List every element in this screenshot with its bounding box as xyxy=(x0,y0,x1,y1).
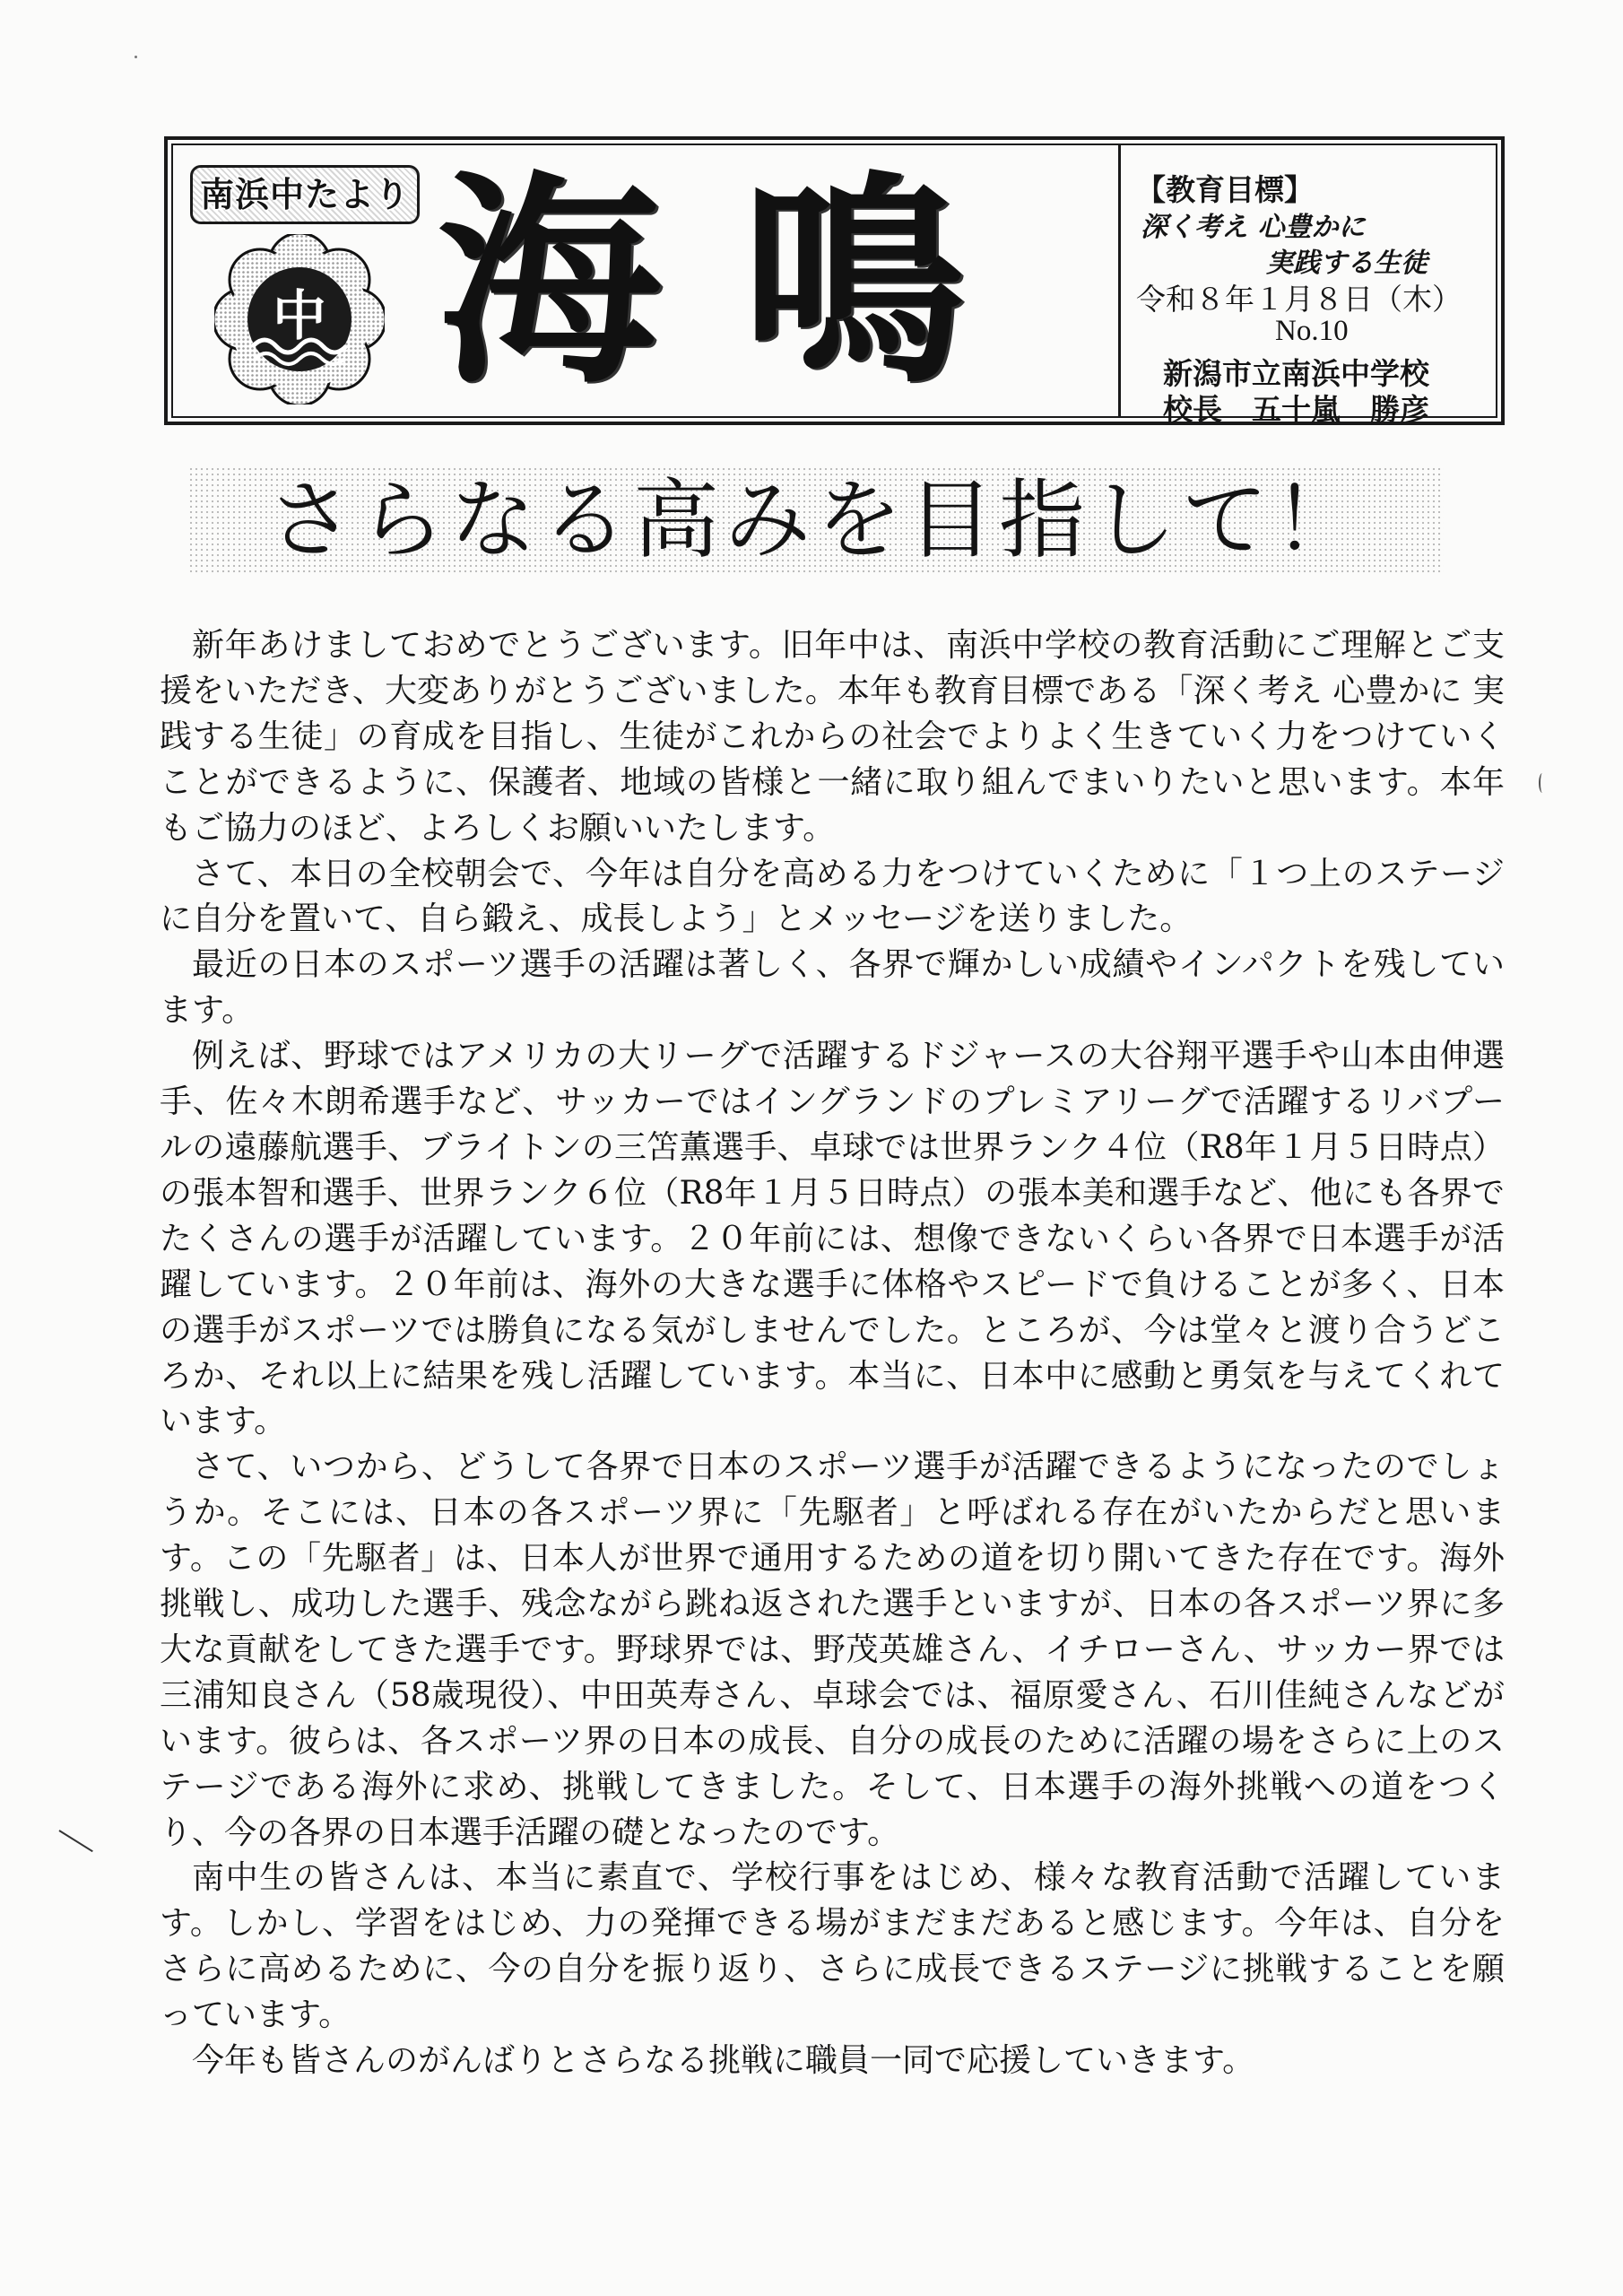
headline: さらなる高みを目指して！ xyxy=(188,466,1444,574)
newsletter-title: 海鳴 xyxy=(437,150,1046,413)
paragraph-closing: 今年も皆さんのがんばりとさらなる挑戦に職員一同で応援していきます。 xyxy=(192,2042,1255,2080)
masthead xyxy=(164,136,1505,425)
issue-date: 令和８年１月８日（木） xyxy=(1136,282,1462,317)
goal-line-1: 深く考え 心豊かに xyxy=(1141,212,1366,243)
paragraph-examples: 例えば、野球ではアメリカの大リーグで活躍するドジャースの大谷翔平選手や山本由伸選手、佐々木朗希選手など、サッカーではイングランドのプレミアリーグで活躍するリバプールの遠藤航選手、ブライトンの三笘薫選手、卓球では世界ランク４位（R8年１月５日時点）の張本智和選手、世界ランク６位（R8年１月５日時点）の張本美和選手など、他にも各界でたくさんの選手が活躍しています。２０年前には、想像できないくらい各界で日本選手が活躍しています。２０年前は、海外の大きな選手に体格やスピードで負けることが多く、日本の選手がスポーツでは勝負になる気がしませんでした。ところが、今は堂々と渡り合うどころか、それ以上に結果を残し活躍しています。本当に、日本中に感動と勇気を与えてくれています。 xyxy=(160,1038,1505,1440)
masthead-divider xyxy=(1118,144,1121,418)
scan-artifact xyxy=(1539,773,1546,793)
school-name: 新潟市立南浜中学校 xyxy=(1163,356,1429,391)
article-body xyxy=(160,623,1505,2084)
school-emblem-icon xyxy=(214,234,385,404)
principal-name: 校長 五十嵐 勝彦 xyxy=(1163,392,1429,427)
paragraph-students: 南中生の皆さんは、本当に素直で、学校行事をはじめ、様々な教育活動で活躍しています。しかし、学習をはじめ、力の発揮できる場がまだまだあると感じます。今年は、自分をさらに高めるために、今の自分を振り返り、さらに成長できるステージに挑戦することを願っています。 xyxy=(160,1859,1505,2034)
goal-label: 【教育目標】 xyxy=(1136,172,1314,207)
paragraph-greeting: 新年あけましておめでとうございます。旧年中は、南浜中学校の教育活動にご理解とご支援をいただき、大変ありがとうございました。本年も教育目標である「深く考え 心豊かに 実践する生徒」の育成を目指し、生徒がこれからの社会でよりよく生きていく力をつけていくことができるように、保護者、地域の皆様と一緒に取り組んでまいりたいと思います。本年もご協力のほど、よろしくお願いいたします。 xyxy=(160,627,1505,847)
scan-artifact xyxy=(135,56,137,58)
issue-number: No.10 xyxy=(1275,315,1349,347)
series-label: 南浜中たより xyxy=(190,165,420,224)
school-emblem-char: 中 xyxy=(273,285,326,348)
paragraph-pioneers: さて、いつから、どうして各界で日本のスポーツ選手が活躍できるようになったのでしょうか。そこには、日本の各スポーツ界に「先駆者」と呼ばれる存在がいたからだと思います。この「先駆者」は、日本人が世界で通用するための道を切り開いてきた存在です。海外挑戦し、成功した選手、残念ながら跳ね返された選手といますが、日本の各スポーツ界に多大な貢献をしてきた選手です。野球界では、野茂英雄さん、イチローさん、サッカー界では三浦知良さん（58歳現役）、中田英寿さん、卓球会では、福原愛さん、石川佳純さんなどがいます。彼らは、各スポーツ界の日本の成長、自分の成長のために活躍の場をさらに上のステージである海外に求め、挑戦してきました。そして、日本選手の海外挑戦への道をつくり、今の各界の日本選手活躍の礎となったのです。 xyxy=(160,1448,1505,1851)
scan-artifact xyxy=(58,1830,92,1852)
paragraph-sports-intro: 最近の日本のスポーツ選手の活躍は著しく、各界で輝かしい成績やインパクトを残しています。 xyxy=(160,946,1505,1030)
paragraph-message: さて、本日の全校朝会で、今年は自分を高める力をつけていくために「１つ上のステージに自分を置いて、自ら鍛え、成長しよう」とメッセージを送りました。 xyxy=(160,855,1505,938)
goal-line-2: 実践する生徒 xyxy=(1266,248,1428,279)
